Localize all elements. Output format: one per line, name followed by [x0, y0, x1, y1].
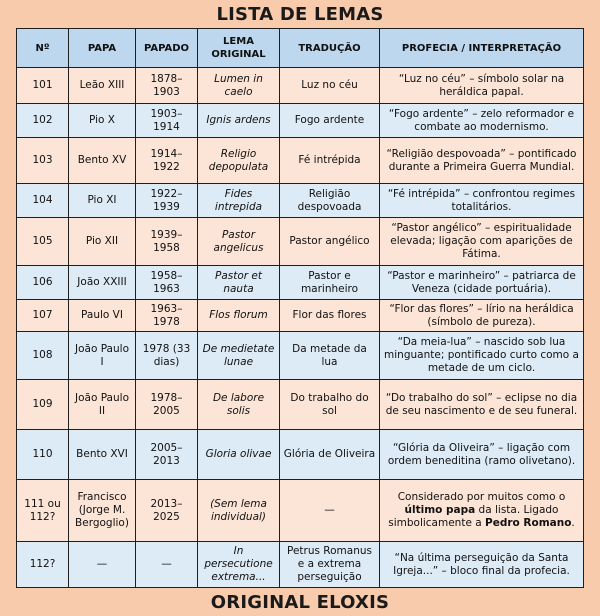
cell-lema: (Sem lema individual): [198, 480, 280, 542]
header-num: Nº: [17, 29, 69, 68]
cell-lema: Lumen in caelo: [198, 68, 280, 104]
cell-num: 106: [17, 266, 69, 300]
cell-papado: 1978–2005: [136, 380, 198, 430]
cell-papado: 2013–2025: [136, 480, 198, 542]
table-row: [17, 138, 584, 184]
cell-profecia: “Da meia-lua” – nascido sob lua minguante; pontificado curto como a metade de um ciclo.: [380, 332, 584, 380]
header-row: [17, 29, 584, 68]
cell-papa: Pio XII: [69, 218, 136, 266]
cell-papa: Bento XV: [69, 138, 136, 184]
cell-papa: Paulo VI: [69, 300, 136, 332]
cell-traducao: Glória de Oliveira: [280, 430, 380, 480]
cell-papa: Francisco (Jorge M. Bergoglio): [69, 480, 136, 542]
cell-profecia: “Do trabalho do sol” – eclipse no dia de seu nascimento e de seu funeral.: [380, 380, 584, 430]
cell-papa: —: [69, 542, 136, 588]
profecia-text: Considerado por muitos como o: [397, 491, 566, 503]
cell-num: 109: [17, 380, 69, 430]
header-profecia: PROFECIA / INTERPRETAÇÃO: [380, 29, 584, 68]
header-traducao: TRADUÇÃO: [280, 29, 380, 68]
cell-num: 111 ou 112?: [17, 480, 69, 542]
cell-profecia: “Glória da Oliveira” – ligação com ordem beneditina (ramo olivetano).: [380, 430, 584, 480]
cell-lema: Ignis ardens: [198, 104, 280, 138]
profecia-text: .: [571, 517, 575, 529]
cell-num: 103: [17, 138, 69, 184]
cell-lema: De labore solis: [198, 380, 280, 430]
cell-papado: 2005–2013: [136, 430, 198, 480]
cell-lema: Pastor et nauta: [198, 266, 280, 300]
cell-profecia: “Pastor angélico” – espiritualidade elevada; ligação com aparições de Fátima.: [380, 218, 584, 266]
cell-lema: Flos florum: [198, 300, 280, 332]
cell-traducao: Do trabalho do sol: [280, 380, 380, 430]
cell-lema: Religio depopulata: [198, 138, 280, 184]
cell-traducao: Religião despovoada: [280, 184, 380, 218]
table-row: [17, 430, 584, 480]
cell-profecia: “Pastor e marinheiro” – patriarca de Veneza (cidade portuária).: [380, 266, 584, 300]
table-row: [17, 542, 584, 588]
cell-lema: De medietate lunae: [198, 332, 280, 380]
profecia-highlight: último papa: [404, 504, 476, 516]
cell-num: 104: [17, 184, 69, 218]
cell-papado: 1939–1958: [136, 218, 198, 266]
table-row: [17, 300, 584, 332]
cell-num: 101: [17, 68, 69, 104]
cell-num: 108: [17, 332, 69, 380]
cell-traducao: Pastor angélico: [280, 218, 380, 266]
cell-papado: —: [136, 542, 198, 588]
cell-papa: João XXIII: [69, 266, 136, 300]
cell-traducao: Pastor e marinheiro: [280, 266, 380, 300]
cell-profecia: “Na última perseguição da Santa Igreja...” – bloco final da profecia.: [380, 542, 584, 588]
page-footer: ORIGINAL ELOXIS: [210, 592, 390, 613]
table-row: [17, 480, 584, 542]
cell-num: 112?: [17, 542, 69, 588]
cell-num: 105: [17, 218, 69, 266]
cell-papa: Leão XIII: [69, 68, 136, 104]
cell-profecia: “Flor das flores” – lírio na heráldica (símbolo de pureza).: [380, 300, 584, 332]
cell-papado: 1978 (33 dias): [136, 332, 198, 380]
page-title: LISTA DE LEMAS: [216, 4, 384, 25]
cell-profecia: “Religião despovoada” – pontificado durante a Primeira Guerra Mundial.: [380, 138, 584, 184]
profecia-text: da lista. Ligado simbolicamente a: [388, 504, 559, 529]
cell-papa: João Paulo II: [69, 380, 136, 430]
cell-papa: Pio X: [69, 104, 136, 138]
cell-traducao: Luz no céu: [280, 68, 380, 104]
cell-profecia: [380, 480, 584, 542]
cell-papa: Pio XI: [69, 184, 136, 218]
table-row: [17, 104, 584, 138]
header-lema: LEMA ORIGINAL: [198, 29, 280, 68]
cell-num: 102: [17, 104, 69, 138]
cell-profecia: “Fogo ardente” – zelo reformador e combate ao modernismo.: [380, 104, 584, 138]
cell-traducao: Petrus Romanus e a extrema perseguição: [280, 542, 380, 588]
table-row: [17, 184, 584, 218]
table-row: [17, 380, 584, 430]
table-row: [17, 218, 584, 266]
table-row: [17, 332, 584, 380]
cell-papa: Bento XVI: [69, 430, 136, 480]
cell-num: 107: [17, 300, 69, 332]
header-papado: PAPADO: [136, 29, 198, 68]
cell-traducao: —: [280, 480, 380, 542]
cell-profecia: “Luz no céu” – símbolo solar na heráldica papal.: [380, 68, 584, 104]
cell-traducao: Fogo ardente: [280, 104, 380, 138]
cell-num: 110: [17, 430, 69, 480]
lemas-table: [16, 28, 584, 588]
cell-papa: João Paulo I: [69, 332, 136, 380]
cell-traducao: Fé intrépida: [280, 138, 380, 184]
cell-traducao: Da metade da lua: [280, 332, 380, 380]
profecia-highlight: Pedro Romano: [485, 517, 572, 529]
cell-papado: 1958–1963: [136, 266, 198, 300]
table-row: [17, 68, 584, 104]
cell-papado: 1914–1922: [136, 138, 198, 184]
table-row: [17, 266, 584, 300]
cell-papado: 1878–1903: [136, 68, 198, 104]
cell-traducao: Flor das flores: [280, 300, 380, 332]
cell-papado: 1903–1914: [136, 104, 198, 138]
cell-papado: 1963–1978: [136, 300, 198, 332]
cell-profecia: “Fé intrépida” – confrontou regimes totalitários.: [380, 184, 584, 218]
header-papa: PAPA: [69, 29, 136, 68]
cell-lema: Gloria olivae: [198, 430, 280, 480]
cell-lema: In persecutione extrema...: [198, 542, 280, 588]
cell-lema: Pastor angelicus: [198, 218, 280, 266]
cell-lema: Fides intrepida: [198, 184, 280, 218]
cell-papado: 1922–1939: [136, 184, 198, 218]
